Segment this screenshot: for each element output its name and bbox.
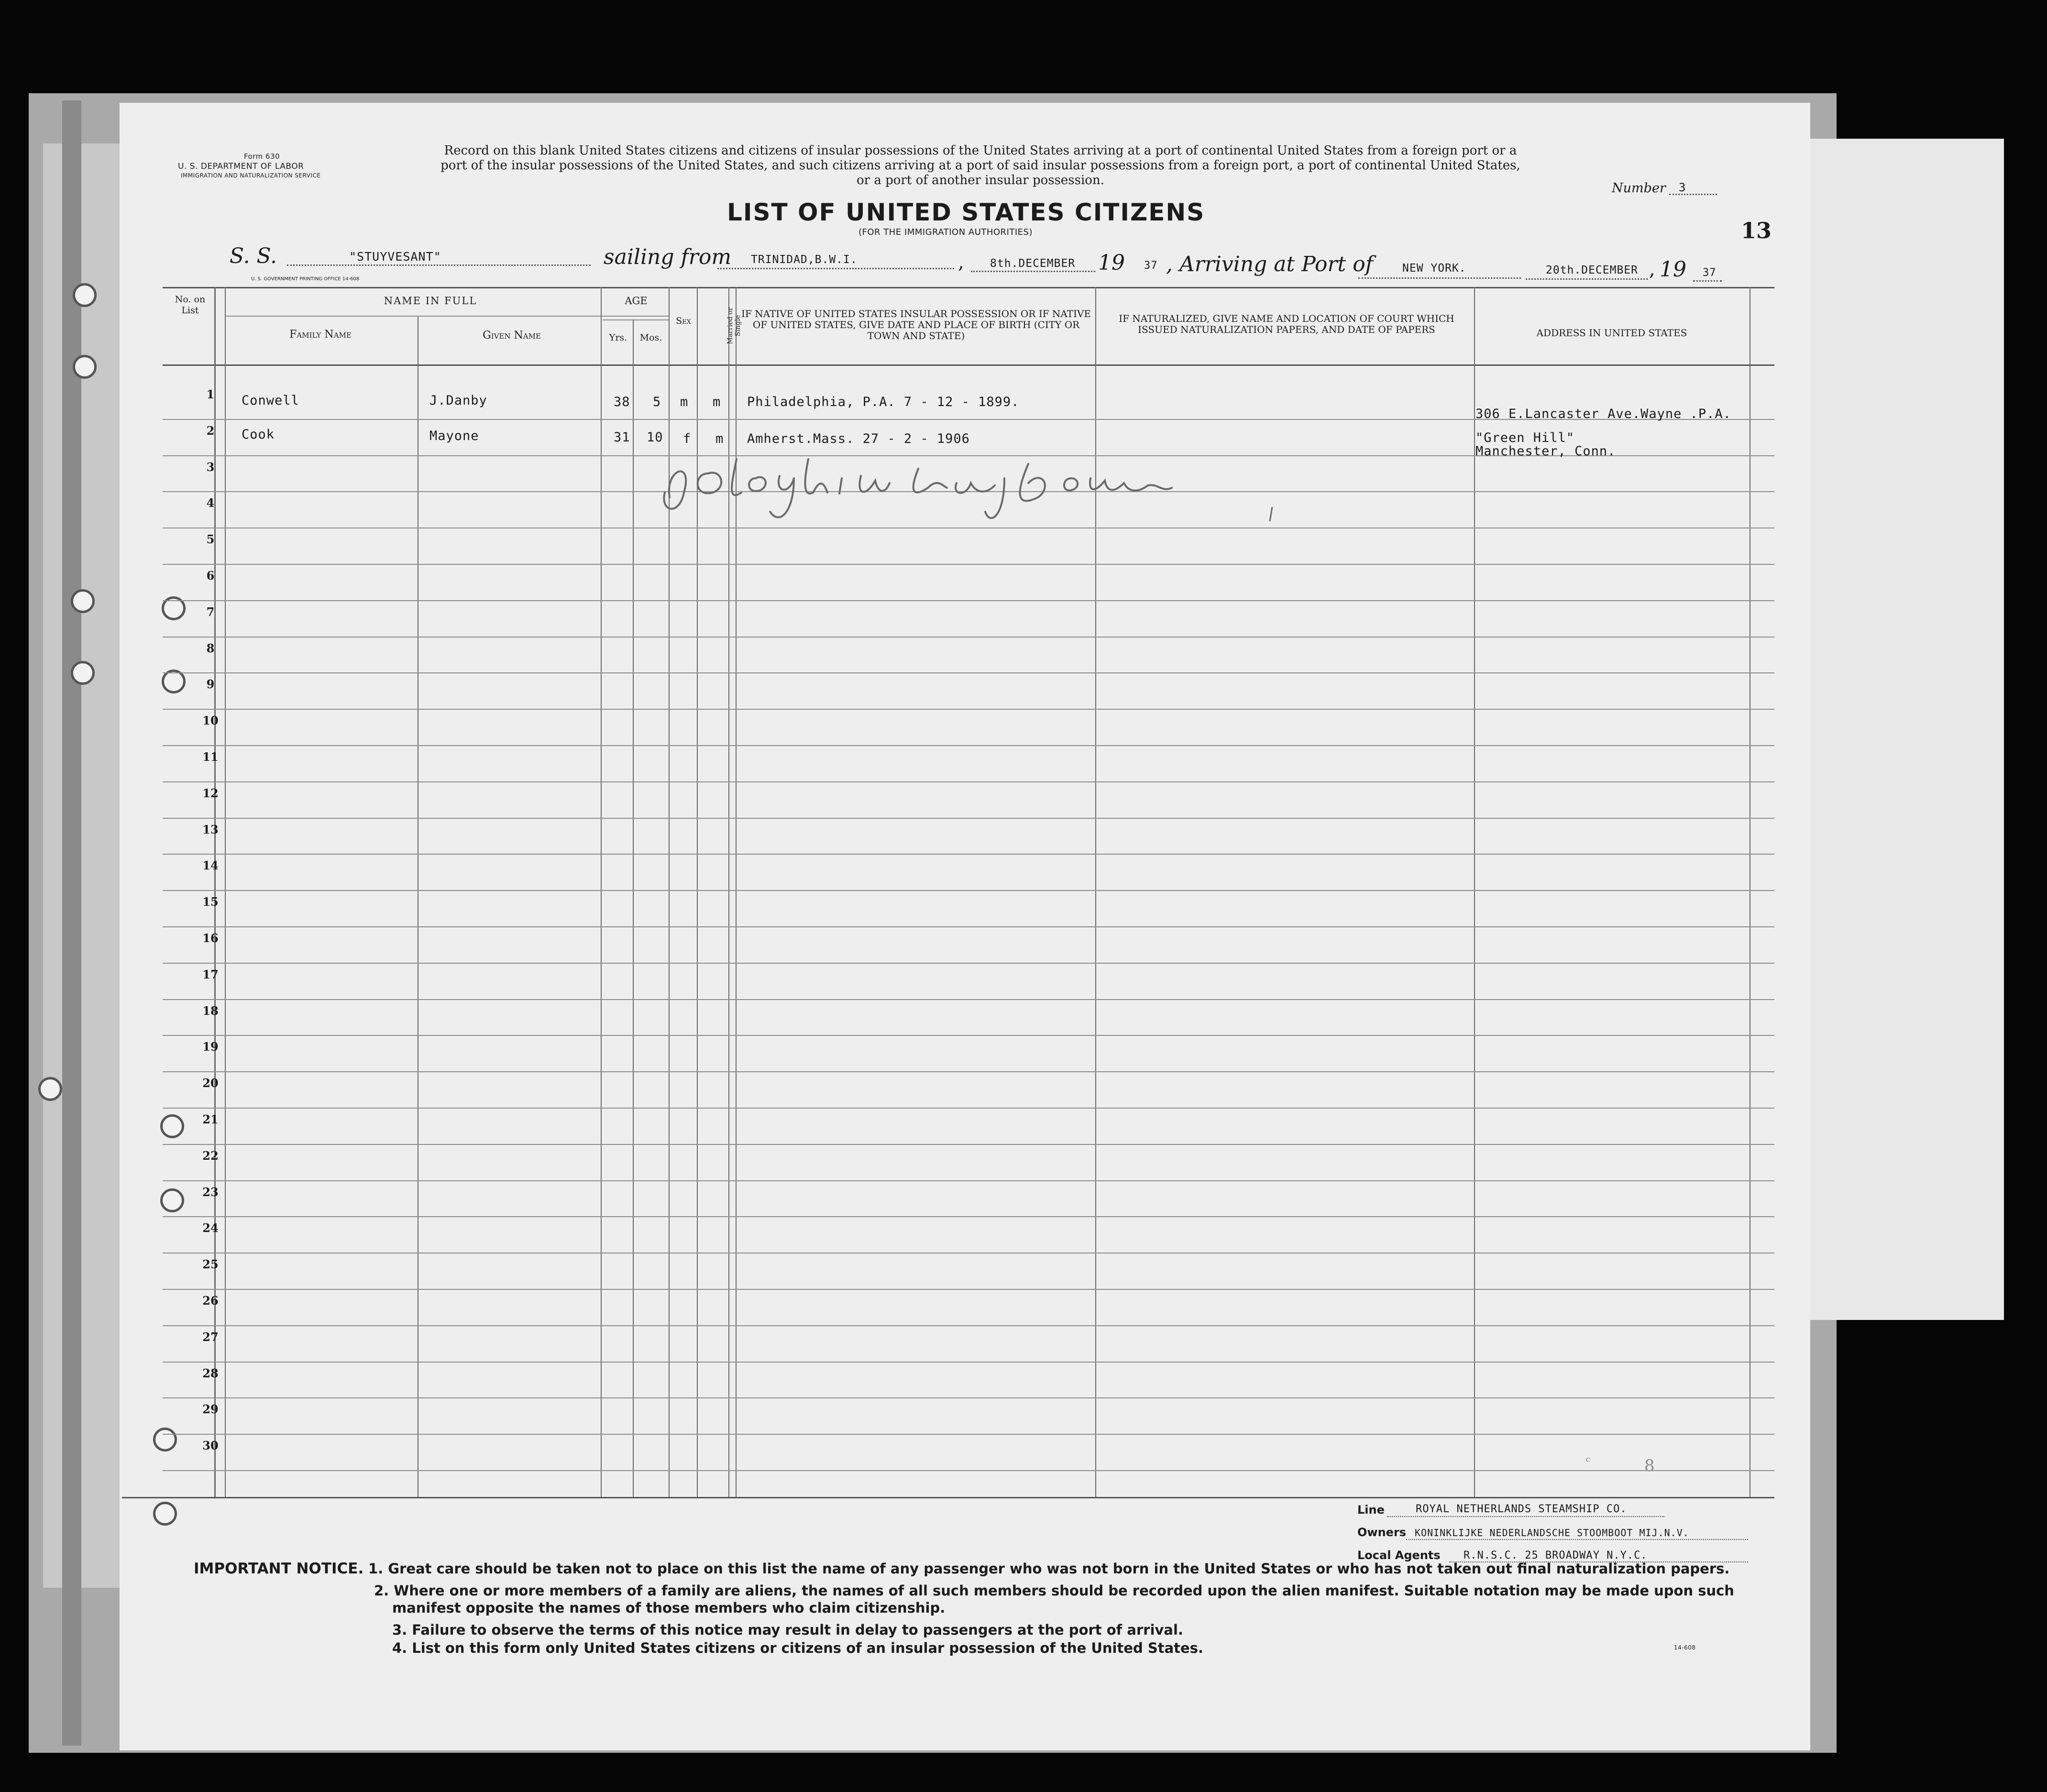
- row-line: [163, 1071, 1774, 1072]
- column-line: [601, 287, 602, 1497]
- department-name: U. S. DEPARTMENT OF LABOR: [178, 162, 304, 171]
- row-number: 14: [202, 858, 219, 872]
- notice-item-2: 2. Where one or more members of a family are aliens, the names of all such members should be recorded upon the alien manifest. Suitable notation may be made upon such manifest opposite the names of those members who claim citizenship.: [374, 1583, 1734, 1616]
- passenger-2-marital: m: [715, 431, 724, 446]
- ss-label: S. S.: [230, 244, 277, 268]
- service-name: IMMIGRATION AND NATURALIZATION SERVICE: [181, 172, 321, 179]
- col-married-or-single: Married or Single: [726, 307, 742, 344]
- passenger-1-given-name: J.Danby: [429, 393, 487, 408]
- punch-hole: [160, 1114, 184, 1138]
- number-value: 3: [1679, 181, 1686, 194]
- row-line: [163, 1434, 1774, 1435]
- col-birth: IF NATIVE OF UNITED STATES INSULAR POSSESSION OR IF NATIVE OF UNITED STATES, GIVE DATE AND PLACE OF BIRTH (CITY OR TOWN AND STATE): [741, 308, 1091, 341]
- col-naturalized: IF NATURALIZED, GIVE NAME AND LOCATION OF COURT WHICH ISSUED NATURALIZATION PAPERS, AND DATE OF PAPERS: [1119, 313, 1454, 335]
- punch-hole: [71, 661, 95, 685]
- arrival-port-underline: [1358, 277, 1521, 279]
- punch-hole: [73, 283, 97, 307]
- sheet-edge: [62, 100, 81, 1746]
- row-line: [163, 1397, 1774, 1398]
- ship-underline: [287, 264, 591, 266]
- age-divider: [603, 319, 670, 320]
- header-divider: [225, 316, 670, 317]
- col-no-on-list: No. on List: [175, 294, 206, 316]
- row-line: [163, 854, 1774, 855]
- number-label: Number: [1612, 181, 1666, 196]
- col-family-name: Family Name: [289, 329, 352, 341]
- form-number: Form 630: [244, 152, 280, 161]
- row-line: [163, 1180, 1774, 1181]
- comma-separator: ,: [1649, 258, 1655, 280]
- notice-item-3: 3. Failure to observe the terms of this notice may result in delay to passengers at the port of arrival.: [392, 1622, 1183, 1638]
- row-line: [163, 672, 1774, 673]
- row-number: 29: [202, 1402, 219, 1416]
- passenger-2-mos: 10: [647, 430, 663, 445]
- row-line: [163, 1325, 1774, 1326]
- row-line: [163, 781, 1774, 782]
- adjacent-page-stub: [1808, 139, 2004, 1320]
- table-bottom-border: [122, 1497, 1774, 1498]
- owners-underline: [1406, 1539, 1748, 1540]
- col-yrs: Yrs.: [609, 332, 627, 343]
- row-number: 5: [206, 532, 215, 546]
- passenger-1-address: 306 E.Lancaster Ave.Wayne .P.A.: [1475, 407, 1731, 421]
- handwritten-signature: [650, 440, 1320, 536]
- row-number: 1: [206, 387, 215, 401]
- local-agents-value: R.N.S.C. 25 BROADWAY N.Y.C.: [1464, 1550, 1648, 1561]
- row-line: [163, 1362, 1774, 1363]
- passenger-2-family-name: Cook: [242, 427, 275, 442]
- row-line: [163, 745, 1774, 746]
- notice-item-4: 4. List on this form only United States citizens or citizens of an insular possession of the United States.: [392, 1640, 1203, 1656]
- departure-port: TRINIDAD,B.W.I.: [751, 253, 858, 266]
- owners-label: Owners: [1357, 1526, 1407, 1539]
- arrival-date: 20th.DECEMBER: [1546, 264, 1639, 276]
- row-line: [163, 600, 1774, 601]
- column-line: [1474, 287, 1475, 1497]
- row-line: [163, 637, 1774, 638]
- passenger-1-birth: Philadelphia, P.A. 7 - 12 - 1899.: [747, 395, 1020, 409]
- form-title: LIST OF UNITED STATES CITIZENS: [727, 198, 1205, 226]
- passenger-2-address-line-2: Manchester, Conn.: [1475, 444, 1616, 459]
- col-address: ADDRESS IN UNITED STATES: [1536, 327, 1687, 339]
- passenger-2-address-line-1: "Green Hill": [1475, 430, 1575, 445]
- row-number: 10: [202, 714, 219, 727]
- table-top-border: [163, 287, 1774, 288]
- row-number: 15: [202, 895, 219, 909]
- row-number: 22: [202, 1149, 219, 1163]
- departure-port-underline: [717, 268, 954, 269]
- line-label: Line: [1357, 1503, 1385, 1517]
- row-number: 19: [202, 1040, 219, 1054]
- column-line: [633, 319, 634, 1497]
- row-number: 20: [202, 1076, 219, 1090]
- ship-name: "STUYVESANT": [349, 250, 441, 264]
- arrival-year: 37: [1703, 267, 1717, 279]
- owners-value: KONINKLIJKE NEDERLANDSCHE STOOMBOOT MIJ.N.V.: [1415, 1527, 1689, 1539]
- row-line: [163, 1108, 1774, 1109]
- arriving-label: , Arriving at Port of: [1166, 252, 1373, 276]
- row-line: [163, 818, 1774, 819]
- row-line: [163, 999, 1774, 1000]
- punch-hole: [73, 355, 97, 379]
- printing-note: U. S. GOVERNMENT PRINTING OFFICE 14-608: [251, 276, 360, 282]
- departure-date: 8th.DECEMBER: [990, 257, 1076, 270]
- col-given-name: Given Name: [483, 330, 541, 341]
- sailing-from-label: sailing from: [604, 245, 732, 269]
- row-number: 27: [202, 1330, 219, 1344]
- departure-year-prefix: 19: [1098, 251, 1125, 275]
- passenger-1-family-name: Conwell: [242, 393, 299, 408]
- row-number: 16: [202, 931, 219, 945]
- punch-hole: [153, 1502, 177, 1526]
- punch-hole: [71, 589, 95, 613]
- notice-heading: IMPORTANT NOTICE.: [194, 1560, 364, 1577]
- row-number: 4: [206, 496, 215, 510]
- row-number: 11: [202, 750, 219, 764]
- preamble-text: Record on this blank United States citizens and citizens of insular possessions of the United States arriving at a port of continental United States from a foreign port or a port of the insular possessions of the United States, and such citizens arriving at a port of said insular possessions from a foreign port, a port of continental United States, or a port of another insular possession.: [440, 143, 1520, 187]
- arrival-year-underline: [1693, 280, 1722, 282]
- row-number: 9: [206, 677, 215, 691]
- arrival-port: NEW YORK.: [1402, 262, 1466, 275]
- arrival-date-underline: [1526, 278, 1648, 280]
- row-line: [163, 890, 1774, 891]
- row-number: 13: [202, 823, 219, 836]
- passenger-2-given-name: Mayone: [429, 429, 479, 443]
- row-number: 3: [206, 460, 215, 474]
- col-name-in-full: NAME IN FULL: [384, 295, 477, 307]
- row-line: [163, 1289, 1774, 1290]
- punch-hole: [38, 1077, 62, 1101]
- row-line: [163, 709, 1774, 710]
- passenger-2-yrs: 31: [614, 430, 630, 445]
- row-number: 25: [202, 1257, 219, 1271]
- number-underline: [1669, 194, 1717, 195]
- page-number: 13: [1741, 218, 1772, 243]
- arrival-year-prefix: 19: [1660, 257, 1686, 282]
- notice-item-1: 1. Great care should be taken not to place on this list the name of any passenger who was not born in the United States or who has not taken out final naturalization papers.: [368, 1561, 1730, 1577]
- comma-separator: ,: [958, 251, 964, 273]
- row-number: 17: [202, 967, 219, 981]
- punch-hole: [160, 1188, 184, 1212]
- row-number: 7: [206, 605, 215, 619]
- form-subtitle: (FOR THE IMMIGRATION AUTHORITIES): [858, 227, 1033, 237]
- col-mos: Mos.: [639, 332, 662, 343]
- row-line: [163, 1216, 1774, 1217]
- row-number: 23: [202, 1185, 219, 1199]
- line-underline: [1387, 1516, 1664, 1517]
- passenger-1-yrs: 38: [614, 395, 630, 409]
- departure-date-underline: [971, 271, 1095, 272]
- col-age: AGE: [625, 295, 648, 307]
- form-code: 14-608: [1674, 1644, 1696, 1651]
- row-line: [163, 1470, 1774, 1471]
- margin-mark: 8: [1644, 1456, 1655, 1475]
- passenger-2-birth: Amherst.Mass. 27 - 2 - 1906: [747, 431, 970, 446]
- row-number: 18: [202, 1004, 219, 1018]
- row-number: 8: [206, 641, 215, 655]
- col-sex: Sex: [676, 316, 691, 326]
- header-bottom-border: [163, 364, 1774, 366]
- passenger-1-mos: 5: [653, 395, 661, 409]
- row-number: 2: [206, 424, 215, 438]
- row-number: 24: [202, 1221, 219, 1235]
- departure-year: 37: [1144, 260, 1158, 272]
- row-line: [163, 1035, 1774, 1036]
- row-number: 12: [202, 786, 219, 800]
- row-line: [163, 963, 1774, 964]
- row-line: [163, 564, 1774, 565]
- row-number: 6: [206, 569, 215, 583]
- passenger-1-sex: m: [680, 395, 689, 409]
- row-line: [163, 1144, 1774, 1145]
- row-number: 21: [202, 1112, 219, 1126]
- margin-mark: ᶜ: [1585, 1454, 1591, 1471]
- local-agents-label: Local Agents: [1357, 1549, 1441, 1562]
- passenger-2-sex: f: [683, 431, 692, 446]
- row-number: 28: [202, 1366, 219, 1380]
- line-value: ROYAL NETHERLANDS STEAMSHIP CO.: [1416, 1503, 1627, 1515]
- passenger-1-marital: m: [713, 395, 721, 409]
- punch-hole: [153, 1428, 177, 1451]
- row-line: [163, 926, 1774, 927]
- row-number: 26: [202, 1294, 219, 1308]
- row-number: 30: [202, 1439, 219, 1452]
